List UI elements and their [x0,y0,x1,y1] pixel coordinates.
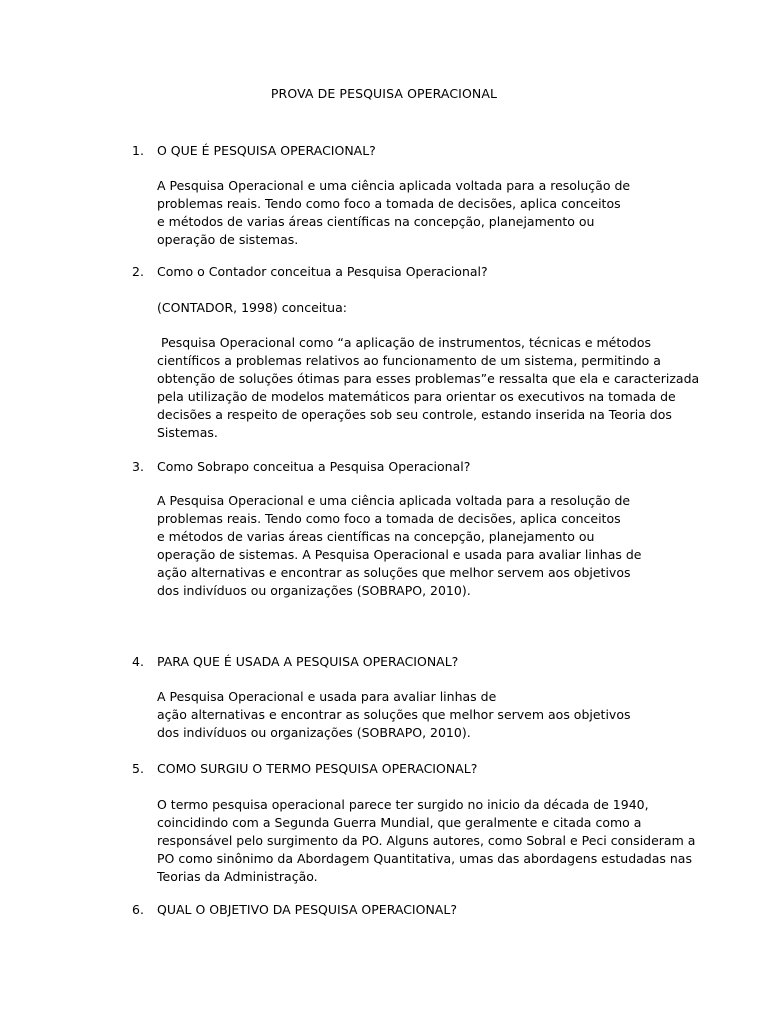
question-number: 2. [132,264,144,279]
question-number: 6. [132,902,144,917]
question-number: 3. [132,459,144,474]
question-text: PARA QUE É USADA A PESQUISA OPERACIONAL? [157,654,459,669]
question-3-heading [132,459,470,474]
question-5-answer: O termo pesquisa operacional parece ter surgido no inicio da década de 1940, coincidindo com a Segunda Guerra Mundial, que geralmente e citada como a responsável pelo surgimento da PO. Alguns autores, como Sobral e Peci consideram a PO como sinônimo da Abordagem Quantitativa, umas das abordagens estudadas nas Teorias da Administração. [157,797,696,884]
question-number: 1. [132,143,144,158]
question-2-answer: Pesquisa Operacional como “a aplicação de instrumentos, técnicas e métodos científicos a problemas relativos ao funcionamento de um sistema, permitindo a obtenção de soluções ótimas para esses problemas”e ressalta que ela e caracterizada pela utilização de modelos matemáticos para orientar os executivos na tomada de decisões a respeito de operações sob seu controle, estando inserida na Teoria dos Sistemas. [157,335,700,440]
question-text: QUAL O OBJETIVO DA PESQUISA OPERACIONAL? [157,902,457,917]
question-2-heading [132,264,488,279]
question-6-heading [132,902,457,917]
question-4-heading [132,654,458,669]
question-3-answer: A Pesquisa Operacional e uma ciência aplicada voltada para a resolução de problemas reais. Tendo como foco a tomada de decisões, aplica conceitos e métodos de varias áreas científicas na concepção, planejamento ou operação de sistemas. A Pesquisa Operacional e usada para avaliar linhas de ação alternativas e encontrar as soluções que melhor servem aos objetivos dos indivíduos ou organizações (SOBRAPO, 2010). [157,493,642,598]
question-text: COMO SURGIU O TERMO PESQUISA OPERACIONAL? [157,761,478,776]
question-text: Como o Contador conceitua a Pesquisa Operacional? [157,264,488,279]
question-number: 5. [132,761,144,776]
question-5-heading [132,761,477,776]
document-title: PROVA DE PESQUISA OPERACIONAL [270,86,498,101]
question-text: O QUE É PESQUISA OPERACIONAL? [157,143,376,158]
question-2-citation: (CONTADOR, 1998) conceitua: [157,300,347,315]
question-number: 4. [132,654,144,669]
question-text: Como Sobrapo conceitua a Pesquisa Operacional? [157,459,471,474]
question-4-answer: A Pesquisa Operacional e usada para avaliar linhas de ação alternativas e encontrar as soluções que melhor servem aos objetivos dos indivíduos ou organizações (SOBRAPO, 2010). [157,689,631,740]
question-1-answer: A Pesquisa Operacional e uma ciência aplicada voltada para a resolução de problemas reais. Tendo como foco a tomada de decisões, aplica conceitos e métodos de varias áreas científicas na concepção, planejamento ou operação de sistemas. [157,178,631,247]
question-1-heading [132,143,376,158]
